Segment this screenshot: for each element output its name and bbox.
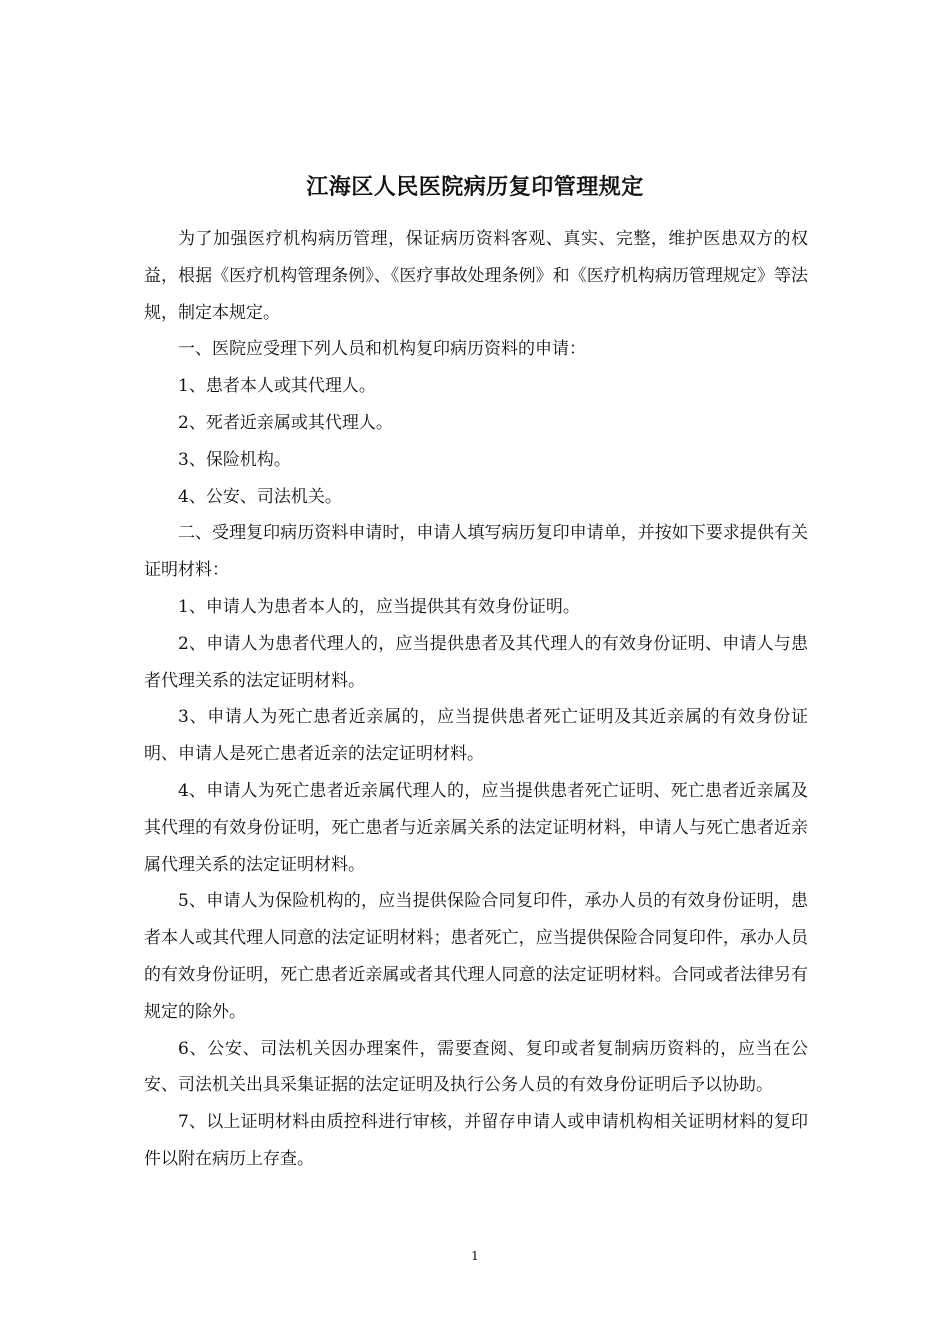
paragraph-section-1-heading: 一、医院应受理下列人员和机构复印病历资料的申请： <box>178 339 586 360</box>
page-number: 1 <box>471 1249 479 1263</box>
paragraph-section-2-item-6: 6、公安、司法机关因办理案件，需要查阅、复印或者复制病历资料的，应当在公安、司法机关出具采集证据的法定证明及执行公务人员的有效身份证明后予以协助。 <box>144 1038 808 1096</box>
paragraph-section-2-item-3: 3、申请人为死亡患者近亲属的，应当提供患者死亡证明及其近亲属的有效身份证明、申请人是死亡患者近亲的法定证明材料。 <box>144 707 808 765</box>
paragraph-section-1-item-3: 3、保险机构。 <box>178 449 291 470</box>
paragraph-section-2-item-4: 4、申请人为死亡患者近亲属代理人的，应当提供患者死亡证明、死亡患者近亲属及其代理的有效身份证明，死亡患者与近亲属关系的法定证明材料，申请人与死亡患者近亲属代理关系的法定证明材料。 <box>144 780 808 875</box>
document-body <box>144 221 808 1178</box>
paragraph-section-2-item-7: 7、以上证明材料由质控科进行审核，并留存申请人或申请机构相关证明材料的复印件以附在病历上存查。 <box>144 1112 808 1169</box>
paragraph-section-1-item-4: 4、公安、司法机关。 <box>178 486 342 507</box>
paragraph-section-2-item-1: 1、申请人为患者本人的，应当提供其有效身份证明。 <box>178 596 580 617</box>
paragraph-intro: 为了加强医疗机构病历管理，保证病历资料客观、真实、完整，维护医患双方的权益，根据《医疗机构管理条例》、《医疗事故处理条例》和《医疗机构病历管理规定》等法规，制定本规定。 <box>144 229 808 323</box>
paragraph-section-1-item-2: 2、死者近亲属或其代理人。 <box>178 412 393 433</box>
document-title: 江海区人民医院病历复印管理规定 <box>306 174 644 200</box>
paragraph-section-2-item-5: 5、申请人为保险机构的，应当提供保险合同复印件，承办人员的有效身份证明，患者本人或其代理人同意的法定证明材料；患者死亡，应当提供保险合同复印件，承办人员的有效身份证明，死亡患者近亲属或者其代理人同意的法定证明材料。合同或者法律另有规定的除外。 <box>144 891 808 1022</box>
paragraph-section-2-item-2: 2、申请人为患者代理人的，应当提供患者及其代理人的有效身份证明、申请人与患者代理关系的法定证明材料。 <box>144 633 808 691</box>
paragraph-section-2-heading: 二、受理复印病历资料申请时，申请人填写病历复印申请单，并按如下要求提供有关证明材料： <box>144 523 808 581</box>
paragraph-section-1-item-1: 1、患者本人或其代理人。 <box>178 376 376 397</box>
